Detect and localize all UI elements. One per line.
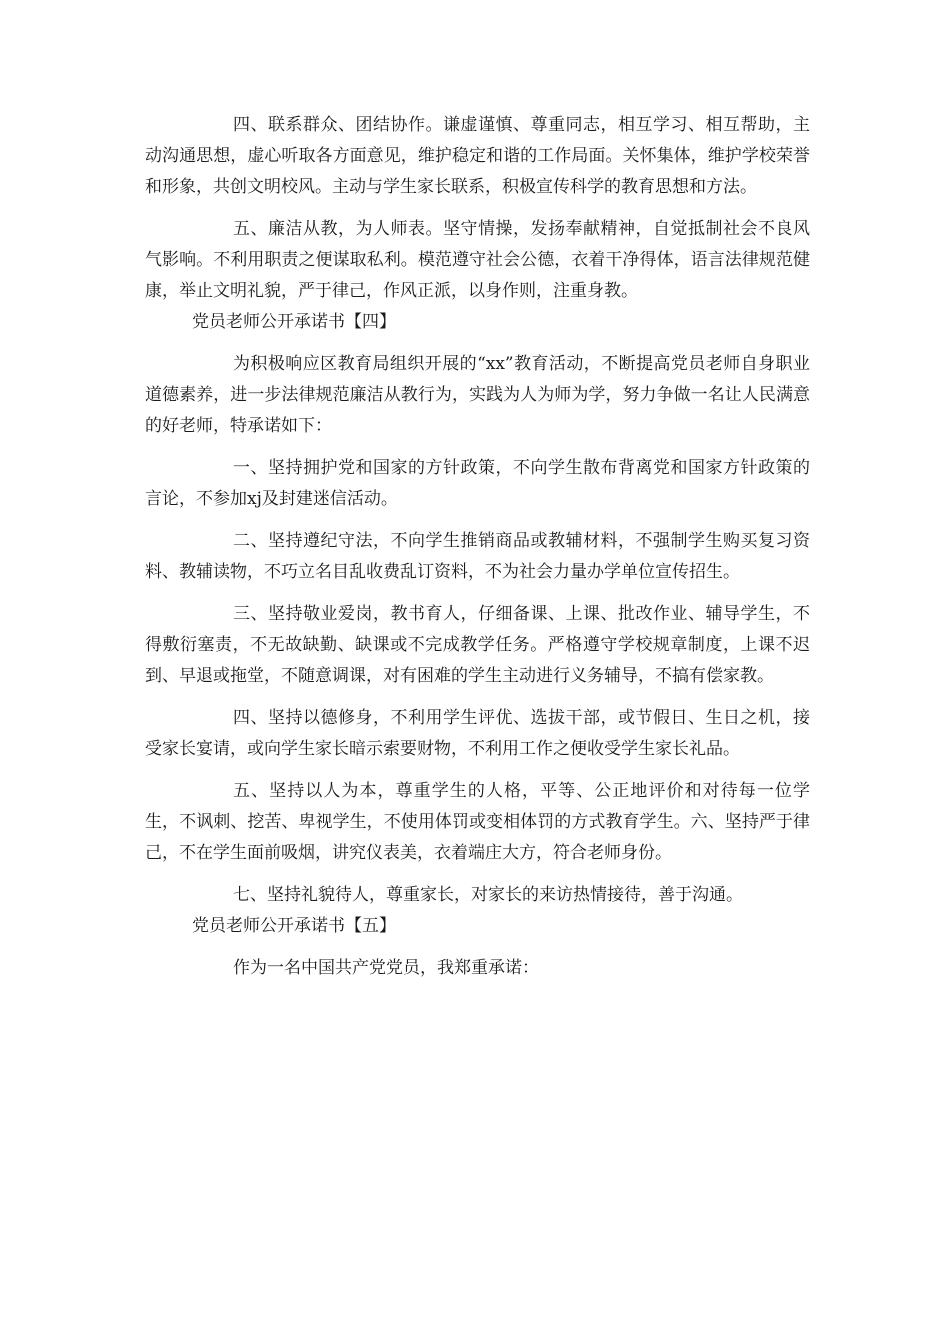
paragraph-intro-five: 作为一名中国共产党党员，我郑重承诺： [233, 958, 539, 978]
section-heading-five: 党员老师公开承诺书【五】 [192, 916, 396, 936]
section-heading-four: 党员老师公开承诺书【四】 [192, 312, 396, 332]
paragraph-pledge-five-six: 五、坚持以人为本，尊重学生的人格，平等、公正地评价和对待每一位学生，不讽刺、挖苦、卑视学生，不使用体罚或变相体罚的方式教育学生。六、坚持严于律己，不在学生面前吸烟，讲究仪表美，衣着端庄大方，符合老师身份。 [145, 781, 810, 863]
document-page [145, 110, 810, 984]
paragraph-pledge-four: 四、坚持以德修身，不利用学生评优、选拔干部，或节假日、生日之机，接受家长宴请，或向学生家长暗示索要财物，不利用工作之便收受学生家长礼品。 [145, 708, 810, 759]
paragraph-pledge-three: 三、坚持敬业爱岗，教书育人，仔细备课、上课、批改作业、辅导学生，不得敷衍塞责，不无故缺勤、缺课或不完成教学任务。严格遵守学校规章制度，上课不迟到、早退或拖堂，不随意调课，对有困难的学生主动进行义务辅导，不搞有偿家教。 [145, 604, 810, 686]
paragraph-contact-masses: 四、联系群众、团结协作。谦虚谨慎、尊重同志，相互学习、相互帮助，主动沟通思想，虚心听取各方面意见，维护稳定和谐的工作局面。关怀集体，维护学校荣誉和形象，共创文明校风。主动与学生家长联系，积极宣传科学的教育思想和方法。 [145, 115, 810, 197]
paragraph-pledge-one: 一、坚持拥护党和国家的方针政策，不向学生散布背离党和国家方针政策的言论，不参加xj及封建迷信活动。 [145, 458, 810, 509]
paragraph-intro-four: 为积极响应区教育局组织开展的“xx”教育活动，不断提高党员老师自身职业道德素养，进一步法律规范廉洁从教行为，实践为人为师为学，努力争做一名让人民满意的好老师，特承诺如下： [145, 354, 810, 436]
paragraph-pledge-seven: 七、坚持礼貌待人，尊重家长，对家长的来访热情接待，善于沟通。 [233, 885, 743, 905]
paragraph-pledge-two: 二、坚持遵纪守法，不向学生推销商品或教辅材料，不强制学生购买复习资料、教辅读物，不巧立名目乱收费乱订资料，不为社会力量办学单位宣传招生。 [145, 531, 810, 582]
paragraph-integrity: 五、廉洁从教，为人师表。坚守情操，发扬奉献精神，自觉抵制社会不良风气影响。不利用职责之便谋取私利。模范遵守社会公德，衣着干净得体，语言法律规范健康，举止文明礼貌，严于律己，作风正派，以身作则，注重身教。 [145, 219, 810, 301]
